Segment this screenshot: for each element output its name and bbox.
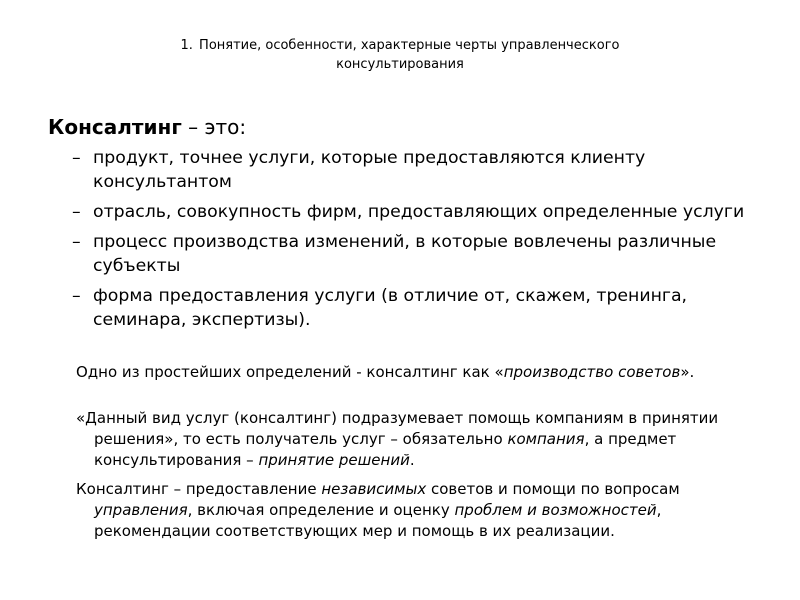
list-item [72, 200, 772, 224]
para1-italic-b: производство советов [503, 363, 681, 381]
paragraph-simple-definition [76, 362, 766, 383]
para3-text-e: , включая определение и оценку [187, 501, 455, 519]
slide-title [60, 36, 740, 74]
heading-term: Консалтинг [48, 115, 182, 139]
list-item [72, 284, 772, 332]
title-number: 1. [180, 38, 193, 53]
list-item-text: процесс производства изменений, в которые вовлечены различные субъекты [93, 232, 717, 276]
para1-text-c: ». [680, 363, 695, 381]
definition-heading [48, 114, 246, 140]
para3-text-g: , рекомендации соответствующих мер и помощь в их реализации. [94, 501, 662, 540]
list-item-text: продукт, точнее услуги, которые предоставляются клиенту консультантом [93, 148, 646, 192]
title-text-line-1: Понятие, особенности, характерные черты управленческого [199, 38, 620, 53]
dash-marker: – [72, 202, 81, 222]
dash-marker: – [72, 148, 81, 168]
paragraph-quote-definition [76, 408, 766, 471]
para1-text-a: Одно из простейших определений - консалтинг как « [76, 363, 504, 381]
para2-text-e: . [409, 451, 415, 469]
list-item [72, 146, 772, 194]
para3-italic-d: управления [94, 501, 188, 519]
para2-text-a: «Данный вид услуг (консалтинг) подразумевает помощь компаниям в принятии решения», то есть получатель услуг – обязательно [76, 409, 719, 448]
para2-italic-d: принятие решений [258, 451, 410, 469]
para3-text-c: советов и помощи по вопросам [426, 480, 680, 498]
title-line-1 [60, 36, 740, 55]
para2-text-c: , а предмет консультирования – [94, 430, 677, 469]
dash-marker: – [72, 232, 81, 252]
dash-marker: – [72, 286, 81, 306]
para3-italic-b: независимых [321, 480, 427, 498]
definition-list [72, 146, 772, 338]
list-item-text: форма предоставления услуги (в отличие от, скажем, тренинга, семинара, экспертизы). [93, 286, 688, 330]
para3-text-a: Консалтинг – предоставление [76, 480, 322, 498]
list-item-text: отрасль, совокупность фирм, предоставляющих определенные услуги [93, 202, 745, 222]
title-text-line-2: консультирования [336, 57, 464, 72]
list-item [72, 230, 772, 278]
heading-rest: – это: [181, 115, 247, 139]
paragraph-full-definition [76, 479, 766, 542]
para2-italic-b: компания [507, 430, 585, 448]
para3-italic-f: проблем и возможностей [454, 501, 657, 519]
